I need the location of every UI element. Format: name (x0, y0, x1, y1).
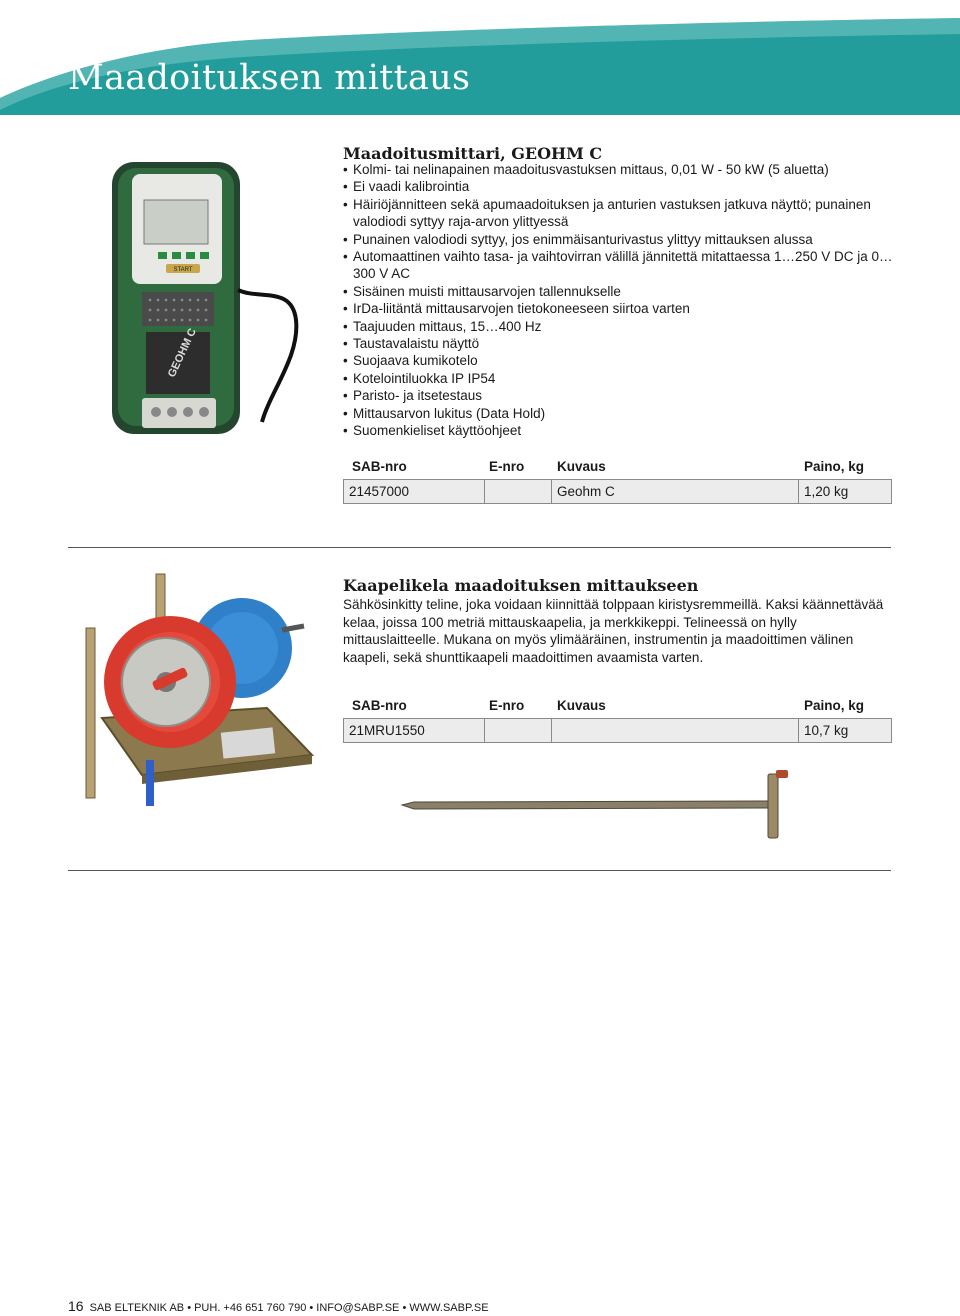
list-item: • Kolmi- tai nelinapainen maadoitusvastuksen mittaus, 0,01 W - 50 kW (5 aluetta) (343, 161, 903, 178)
list-item: • Suojaava kumikotelo (343, 352, 903, 369)
column-header-kuvaus: Kuvaus (557, 459, 606, 474)
list-item: • Sisäinen muisti mittausarvojen tallennukselle (343, 283, 903, 300)
list-item: • Punainen valodiodi syttyy, jos enimmäisanturivastus ylittyy mittauksen alussa (343, 231, 903, 248)
column-header-e-nro: E-nro (489, 698, 525, 713)
column-header-e-nro: E-nro (489, 459, 525, 474)
product1-title: Maadoitusmittari, GEOHM C (343, 144, 603, 163)
product1-table-header (343, 459, 891, 477)
product2-title: Kaapelikela maadoituksen mittaukseen (343, 576, 699, 595)
header-banner (0, 0, 960, 115)
list-item: • Taustavalaistu näyttö (343, 335, 903, 352)
table-row (343, 718, 892, 743)
cell-sab-nro: 21457000 (349, 484, 410, 499)
list-item: • Taajuuden mittaus, 15…400 Hz (343, 318, 903, 335)
product2-description: Sähkösinkitty teline, joka voidaan kiinnittää tolppaan kiristysremmeillä. Kaksi käännettävää kelaa, joissa 100 metriä mittauskaapelia, ja merkkikeppi. Telineessä on hylly mittauslaitteelle. Mukana on myös ylimääräinen, instrumentin ja maadoittimen välinen kaapeli, sekä shunttikaapeli maadoittimen avaamista varten. (343, 597, 884, 665)
column-header-sab-nro: SAB-nro (352, 459, 407, 474)
cell-kuvaus (551, 719, 798, 742)
list-item: • Ei vaadi kalibrointia (343, 178, 903, 195)
page-footer (68, 1298, 489, 1314)
section-divider (68, 547, 891, 548)
marker-stake-image (400, 770, 792, 842)
cell-e-nro (484, 480, 551, 503)
list-item: • Kotelointiluokka IP IP54 (343, 370, 903, 387)
list-item: • Häiriöjännitteen sekä apumaadoituksen ja anturien vastuksen jatkuva näyttö; punainen valodiodi syttyy raja-arvon ylittyessä (343, 196, 903, 231)
cell-paino: 1,20 kg (798, 480, 891, 503)
list-item: • Mittausarvon lukitus (Data Hold) (343, 405, 903, 422)
cell-kuvaus: Geohm C (551, 480, 798, 503)
list-item: • Suomenkieliset käyttöohjeet (343, 422, 903, 439)
product2-table-header (343, 698, 891, 716)
device-brand-label: GEOHM C (165, 326, 199, 380)
cell-sab-nro: 21MRU1550 (349, 723, 425, 738)
cable-reel-image (72, 570, 322, 820)
list-item: • IrDa-liitäntä mittausarvojen tietokoneeseen siirtoa varten (343, 300, 903, 317)
cell-paino: 10,7 kg (798, 719, 891, 742)
cell-e-nro (484, 719, 551, 742)
section-divider (68, 870, 891, 871)
table-row (343, 479, 892, 504)
page-title: Maadoituksen mittaus (68, 58, 471, 98)
column-header-kuvaus: Kuvaus (557, 698, 606, 713)
column-header-paino: Paino, kg (804, 459, 865, 474)
page-number: 16 (68, 1298, 84, 1314)
column-header-paino: Paino, kg (804, 698, 865, 713)
list-item: • Paristo- ja itsetestaus (343, 387, 903, 404)
product1-feature-list (343, 161, 903, 440)
column-header-sab-nro: SAB-nro (352, 698, 407, 713)
list-item: • Automaattinen vaihto tasa- ja vaihtovirran välillä jännitettä mitattaessa 1…250 V DC ja 0…300 V AC (343, 248, 903, 283)
geohm-c-tester-image (110, 160, 310, 445)
footer-contact: SAB ELTEKNIK AB • PUH. +46 651 760 790 • INFO@SABP.SE • WWW.SABP.SE (89, 1302, 489, 1314)
start-button-label: START (173, 267, 193, 273)
